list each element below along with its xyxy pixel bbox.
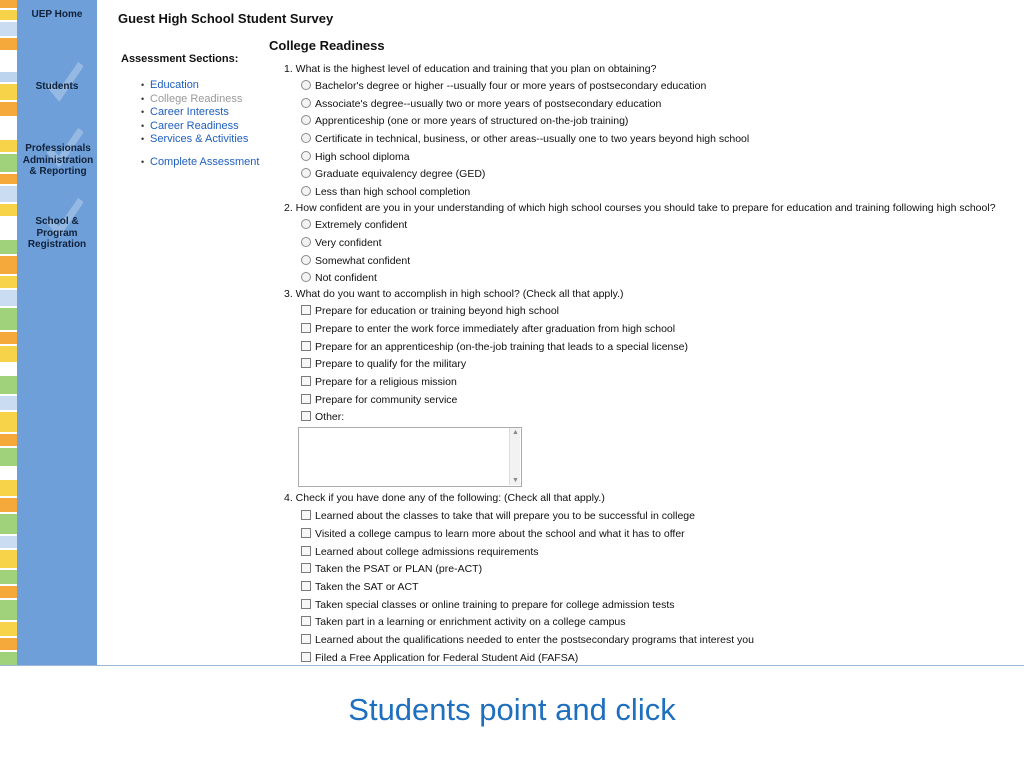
scroll-up-icon[interactable]: ▲: [512, 429, 519, 436]
option-label: Bachelor's degree or higher --usually four or more years of postsecondary education: [315, 80, 707, 92]
checkbox[interactable]: [301, 510, 311, 520]
section-title: College Readiness: [269, 38, 385, 53]
list-item: [141, 93, 259, 107]
option-label: Prepare for education or training beyond high school: [315, 305, 559, 317]
option-label: Visited a college campus to learn more about the school and what it has to offer: [315, 528, 685, 540]
list-item: [141, 79, 259, 93]
option-label: Taken the PSAT or PLAN (pre-ACT): [315, 563, 483, 575]
radio-button[interactable]: [301, 80, 311, 90]
radio-button[interactable]: [301, 255, 311, 265]
option-label: Other:: [315, 411, 345, 423]
list-item: [141, 120, 259, 134]
option-row: [301, 114, 628, 128]
link-education[interactable]: Education: [150, 79, 199, 91]
option-row: [301, 322, 675, 336]
scroll-down-icon[interactable]: ▼: [512, 477, 519, 484]
option-label: Prepare for community service: [315, 394, 458, 406]
checkbox[interactable]: [301, 323, 311, 333]
option-row: [301, 97, 661, 111]
checkbox[interactable]: [301, 305, 311, 315]
list-item: [141, 106, 259, 120]
nav-school-program-registration[interactable]: School & Program Registration: [27, 216, 87, 250]
decorative-stripe: [0, 0, 17, 665]
checkbox[interactable]: [301, 652, 311, 662]
option-label: Prepare to qualify for the military: [315, 358, 467, 370]
checkbox[interactable]: [301, 563, 311, 573]
checkbox[interactable]: [301, 358, 311, 368]
option-row: [301, 254, 410, 268]
option-label: Learned about the classes to take that will prepare you to be successful in college: [315, 510, 695, 522]
option-row: [301, 167, 485, 181]
option-label: Prepare for a religious mission: [315, 376, 457, 388]
option-row: [301, 132, 749, 146]
current-section-college-readiness: College Readiness: [150, 92, 243, 105]
option-row: [301, 375, 457, 389]
option-row: [301, 545, 539, 559]
question-3: 3. What do you want to accomplish in high school? (Check all that apply.): [284, 288, 624, 300]
option-row: [301, 410, 344, 424]
radio-button[interactable]: [301, 98, 311, 108]
checkbox[interactable]: [301, 376, 311, 386]
link-complete-assessment[interactable]: Complete Assessment: [150, 155, 260, 168]
link-career-interests[interactable]: Career Interests: [150, 106, 229, 118]
link-career-readiness[interactable]: Career Readiness: [150, 119, 239, 132]
option-row: [301, 509, 695, 523]
textarea-scrollbar[interactable]: [509, 428, 520, 485]
option-label: Less than high school completion: [315, 186, 471, 198]
nav-students[interactable]: Students: [35, 81, 79, 92]
checkbox[interactable]: [301, 581, 311, 591]
checkbox[interactable]: [301, 411, 311, 421]
option-label: Prepare to enter the work force immediately after graduation from high school: [315, 323, 676, 335]
option-label: Apprenticeship (one or more years of structured on-the-job training): [315, 115, 629, 127]
option-row: [301, 340, 688, 354]
option-label: High school diploma: [315, 151, 410, 163]
option-label: Very confident: [315, 237, 382, 249]
question-4: 4. Check if you have done any of the following: (Check all that apply.): [284, 492, 605, 504]
checkbox[interactable]: [301, 528, 311, 538]
list-item: [141, 156, 259, 170]
option-label: Taken part in a learning or enrichment activity on a college campus: [315, 616, 626, 628]
option-label: Taken special classes or online training to prepare for college admission tests: [315, 599, 675, 611]
option-row: [301, 236, 382, 250]
option-label: Prepare for an apprenticeship (on-the-job training that leads to a special license): [315, 341, 688, 353]
sidebar-nav: [17, 0, 97, 665]
link-services-activities[interactable]: Services & Activities: [150, 133, 249, 145]
nav-professionals[interactable]: Professionals Administration & Reporting: [22, 143, 94, 177]
option-label: Certificate in technical, business, or other areas--usually one to two years beyond high school: [315, 133, 750, 145]
checkbox[interactable]: [301, 616, 311, 626]
option-row: [301, 562, 482, 576]
radio-button[interactable]: [301, 272, 311, 282]
option-row: [301, 185, 470, 199]
assessment-sections-title: Assessment Sections:: [121, 53, 239, 65]
divider: [0, 665, 1024, 666]
option-row: [301, 633, 754, 647]
option-row: [301, 393, 457, 407]
option-label: Not confident: [315, 272, 377, 284]
question-1: 1. What is the highest level of education and training that you plan on obtaining?: [284, 63, 657, 75]
option-row: [301, 218, 407, 232]
radio-button[interactable]: [301, 151, 311, 161]
option-row: [301, 580, 419, 594]
question-2: 2. How confident are you in your understanding of which high school courses you should take to prepare for education and training following high school?: [284, 202, 996, 214]
option-row: [301, 527, 685, 541]
checkbox[interactable]: [301, 546, 311, 556]
option-label: Somewhat confident: [315, 255, 411, 267]
option-row: [301, 598, 675, 612]
page-title: Guest High School Student Survey: [118, 11, 334, 26]
option-row: [301, 357, 466, 371]
option-label: Taken the SAT or ACT: [315, 581, 419, 593]
option-label: Filed a Free Application for Federal Student Aid (FAFSA): [315, 652, 579, 664]
slide-caption: Students point and click: [348, 692, 676, 727]
radio-button[interactable]: [301, 186, 311, 196]
option-label: Learned about college admissions requirements: [315, 546, 539, 558]
radio-button[interactable]: [301, 168, 311, 178]
option-label: Graduate equivalency degree (GED): [315, 168, 486, 180]
list-item: [141, 133, 259, 147]
option-label: Associate's degree--usually two or more years of postsecondary education: [315, 98, 662, 110]
option-row: [301, 651, 578, 665]
radio-button[interactable]: [301, 237, 311, 247]
assessment-sections-list: [141, 79, 259, 169]
option-row: [301, 150, 410, 164]
option-row: [301, 304, 559, 318]
option-row: [301, 79, 706, 93]
nav-uep-home[interactable]: UEP Home: [31, 9, 83, 20]
radio-button[interactable]: [301, 219, 311, 229]
checkbox[interactable]: [301, 341, 311, 351]
checkbox[interactable]: [301, 394, 311, 404]
checkbox[interactable]: [301, 634, 311, 644]
radio-button[interactable]: [301, 133, 311, 143]
radio-button[interactable]: [301, 115, 311, 125]
other-textarea[interactable]: [298, 427, 522, 487]
option-row: [301, 271, 377, 285]
option-label: Extremely confident: [315, 219, 408, 231]
option-label: Learned about the qualifications needed to enter the postsecondary programs that interest you: [315, 634, 754, 646]
option-row: [301, 615, 626, 629]
checkbox[interactable]: [301, 599, 311, 609]
